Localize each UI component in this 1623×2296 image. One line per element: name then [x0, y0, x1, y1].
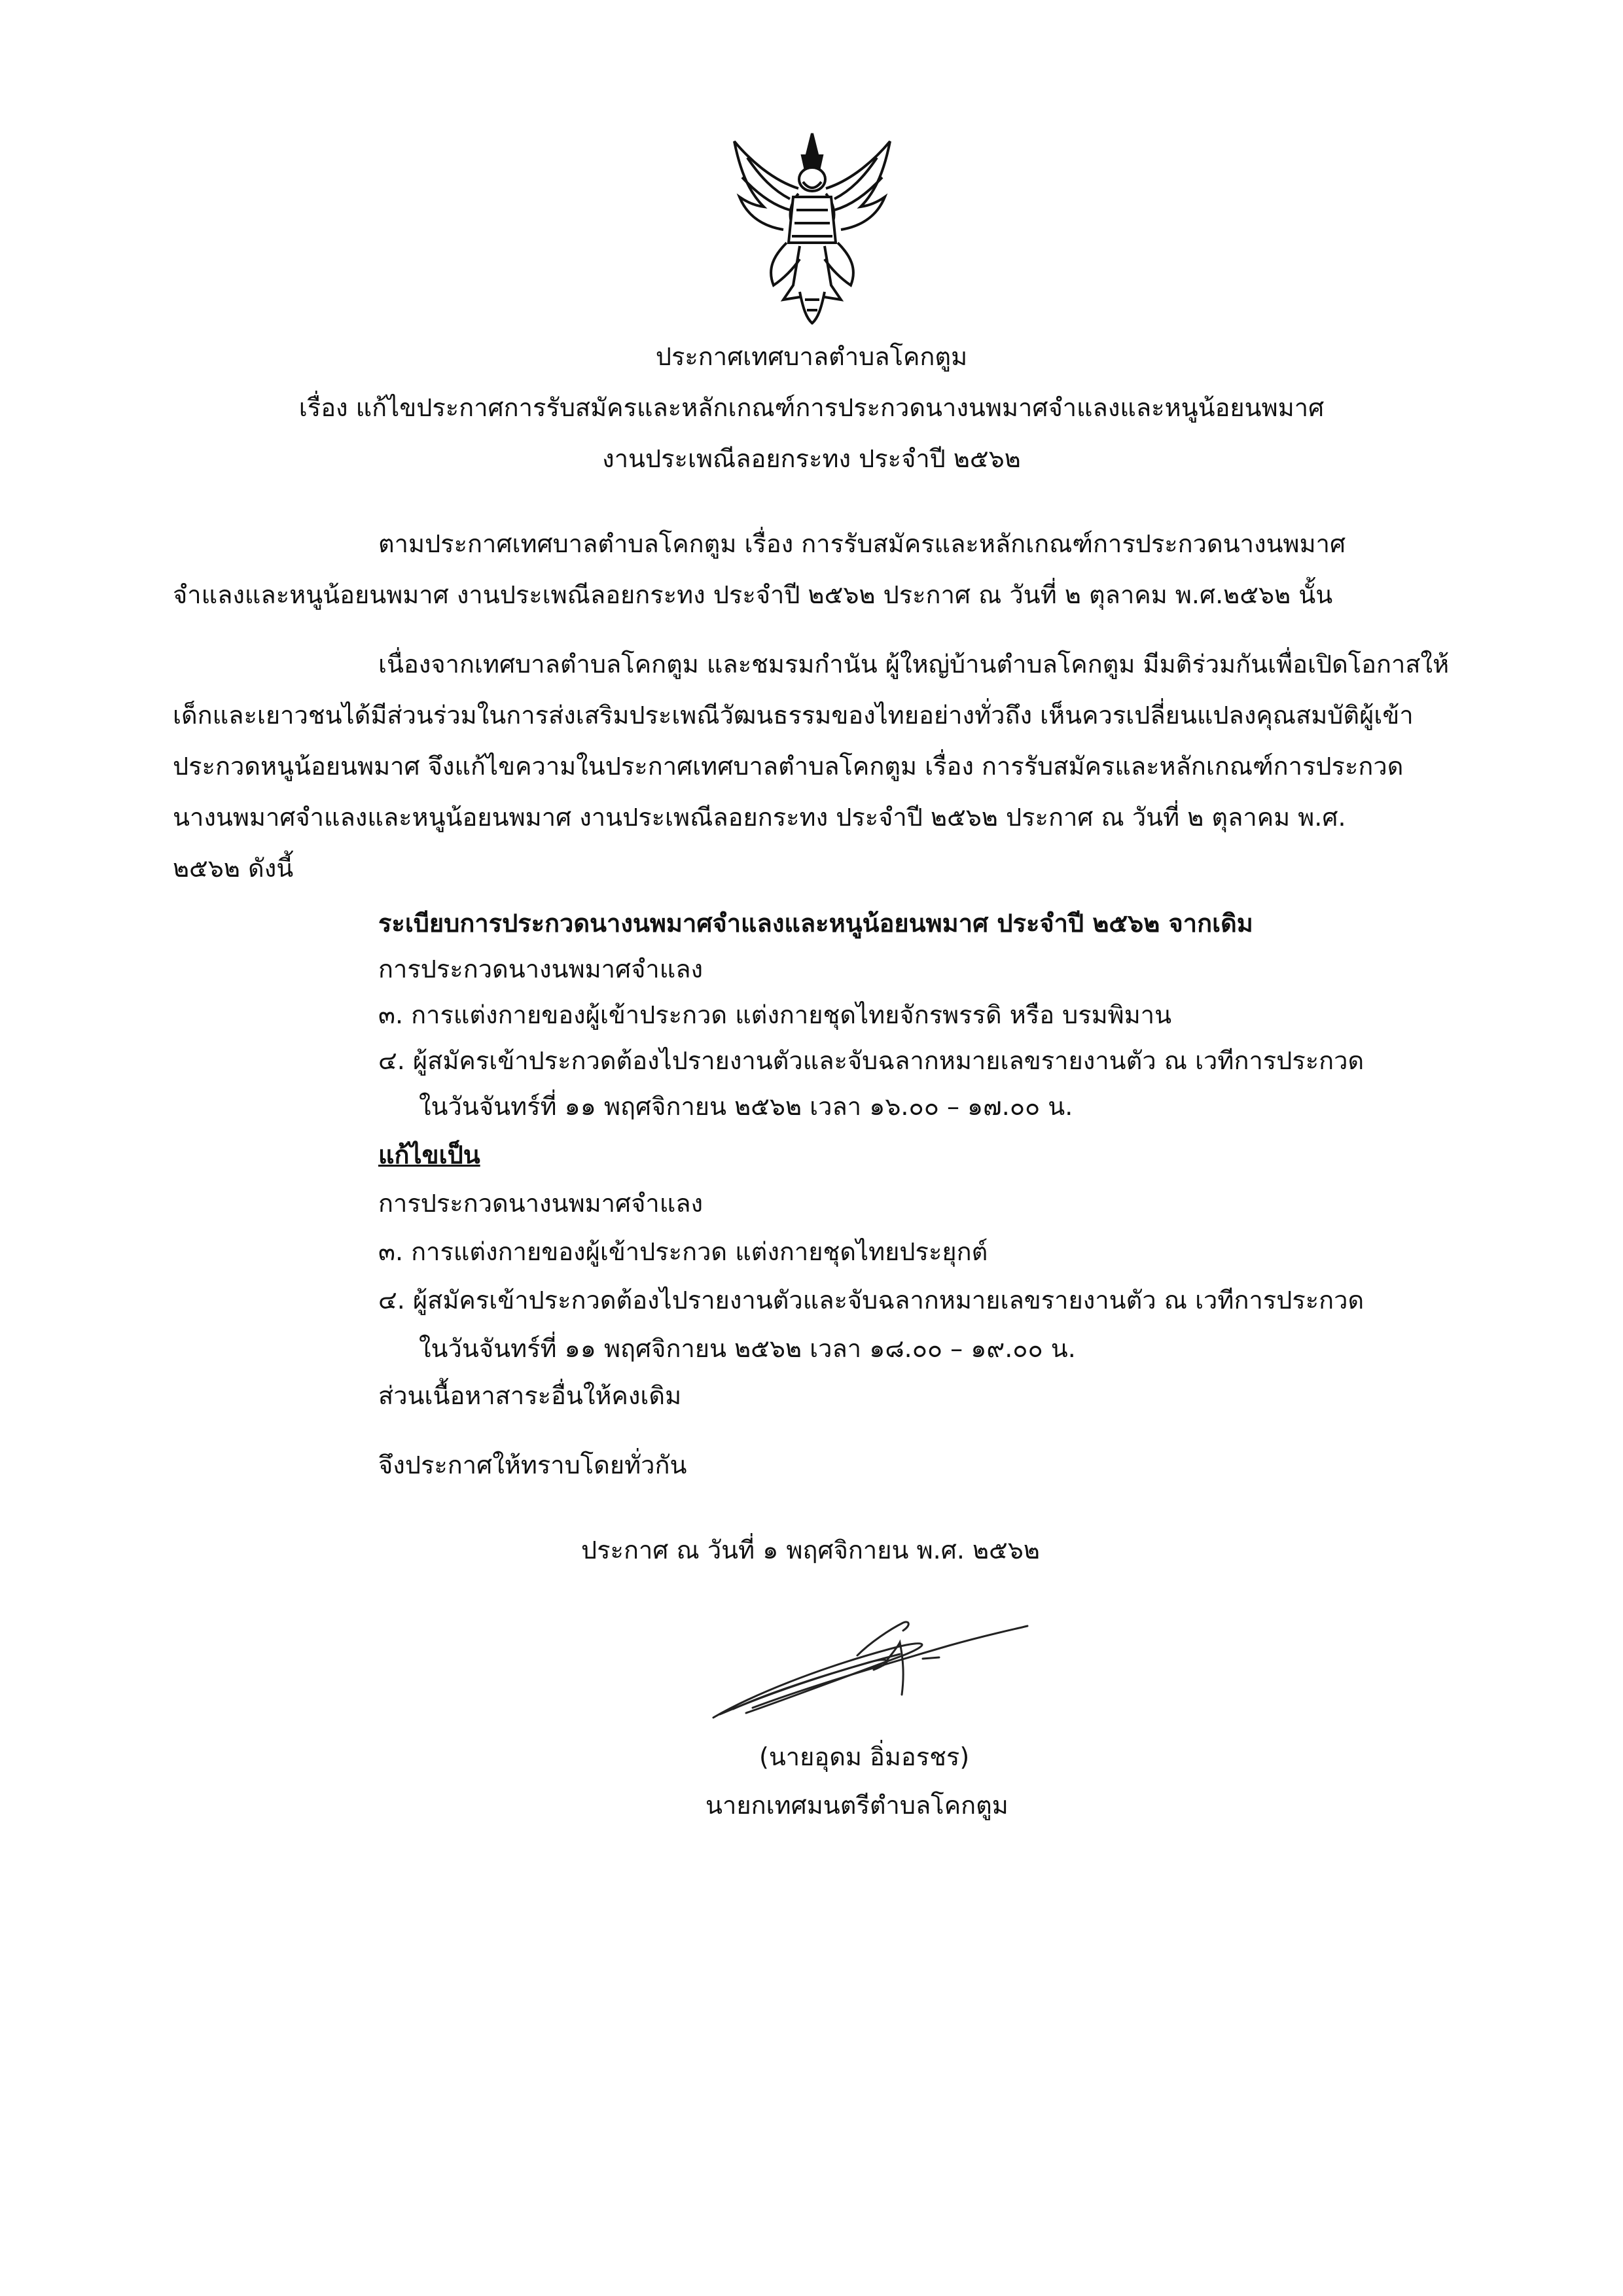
- para1-line2: จำแลงและหนูน้อยนพมาศ งานประเพณีลอยกระทง ประจำปี ๒๕๖๒ ประกาศ ณ วันที่ ๒ ตุลาคม พ.ศ.๒๕๖๒ นั้น: [173, 580, 1333, 609]
- original-subheading: การประกวดนางนพมาศจำแลง: [378, 955, 704, 983]
- handwritten-signature: [674, 1597, 1041, 1727]
- subject-line-2: งานประเพณีลอยกระทง ประจำปี ๒๕๖๒: [602, 444, 1021, 473]
- closing-statement: จึงประกาศให้ทราบโดยทั่วกัน: [378, 1451, 687, 1479]
- para2-line1: เนื่องจากเทศบาลตำบลโคกตูม และชมรมกำนัน ผู้ใหญ่บ้านตำบลโคกตูม มีมติร่วมกันเพื่อเปิดโอกาสให้: [378, 650, 1450, 679]
- org-title: ประกาศเทศบาลตำบลโคกตูม: [655, 342, 968, 371]
- announce-date: ประกาศ ณ วันที่ ๑ พฤศจิกายน พ.ศ. ๒๕๖๒: [581, 1536, 1040, 1564]
- signer-title: นายกเทศมนตรีตำบลโคกตูม: [705, 1791, 1008, 1820]
- original-item-3: ๓. การแต่งกายของผู้เข้าประกวด แต่งกายชุดไทยจักรพรรดิ หรือ บรมพิมาน: [378, 1000, 1172, 1029]
- para1-line1: ตามประกาศเทศบาลตำบลโคกตูม เรื่อง การรับสมัครและหลักเกณฑ์การประกวดนางนพมาศ: [378, 529, 1346, 558]
- para2-line5: ๒๕๖๒ ดังนี้: [173, 854, 294, 883]
- remaining-content: ส่วนเนื้อหาสาระอื่นให้คงเดิม: [378, 1381, 682, 1410]
- subject-line: เรื่อง แก้ไขประกาศการรับสมัครและหลักเกณฑ์การประกวดนางนพมาศจำแลงและหนูน้อยนพมาศ: [298, 393, 1325, 422]
- original-heading: ระเบียบการประกวดนางนพมาศจำแลงและหนูน้อยนพมาศ ประจำปี ๒๕๖๒ จากเดิม: [378, 909, 1253, 938]
- para2-line3: ประกวดหนูน้อยนพมาศ จึงแก้ไขความในประกาศเทศบาลตำบลโคกตูม เรื่อง การรับสมัครและหลักเกณฑ์การประกวด: [173, 752, 1404, 781]
- garuda-emblem-icon: [728, 128, 897, 325]
- amended-heading: แก้ไขเป็น: [378, 1140, 480, 1169]
- para2-line4: นางนพมาศจำแลงและหนูน้อยนพมาศ งานประเพณีลอยกระทง ประจำปี ๒๕๖๒ ประกาศ ณ วันที่ ๒ ตุลาคม พ.ศ.: [173, 803, 1346, 832]
- amended-item-3: ๓. การแต่งกายของผู้เข้าประกวด แต่งกายชุดไทยประยุกต์: [378, 1237, 988, 1266]
- amended-item-4-line1: ๔. ผู้สมัครเข้าประกวดต้องไปรายงานตัวและจับฉลากหมายเลขรายงานตัว ณ เวทีการประกวด: [378, 1286, 1364, 1315]
- amended-item-4-line2: ในวันจันทร์ที่ ๑๑ พฤศจิกายน ๒๕๖๒ เวลา ๑๘.๐๐ – ๑๙.๐๐ น.: [419, 1334, 1076, 1363]
- signer-name: (นายอุดม อิ่มอรชร): [759, 1742, 970, 1771]
- original-item-4-line1: ๔. ผู้สมัครเข้าประกวดต้องไปรายงานตัวและจับฉลากหมายเลขรายงานตัว ณ เวทีการประกวด: [378, 1046, 1364, 1075]
- amended-subheading: การประกวดนางนพมาศจำแลง: [378, 1189, 704, 1218]
- para2-line2: เด็กและเยาวชนได้มีส่วนร่วมในการส่งเสริมประเพณีวัฒนธรรมของไทยอย่างทั่วถึง เห็นควรเปลี่ยนแปลงคุณสมบัติผู้เข้า: [173, 701, 1414, 730]
- original-item-4-line2: ในวันจันทร์ที่ ๑๑ พฤศจิกายน ๒๕๖๒ เวลา ๑๖.๐๐ – ๑๗.๐๐ น.: [419, 1092, 1073, 1121]
